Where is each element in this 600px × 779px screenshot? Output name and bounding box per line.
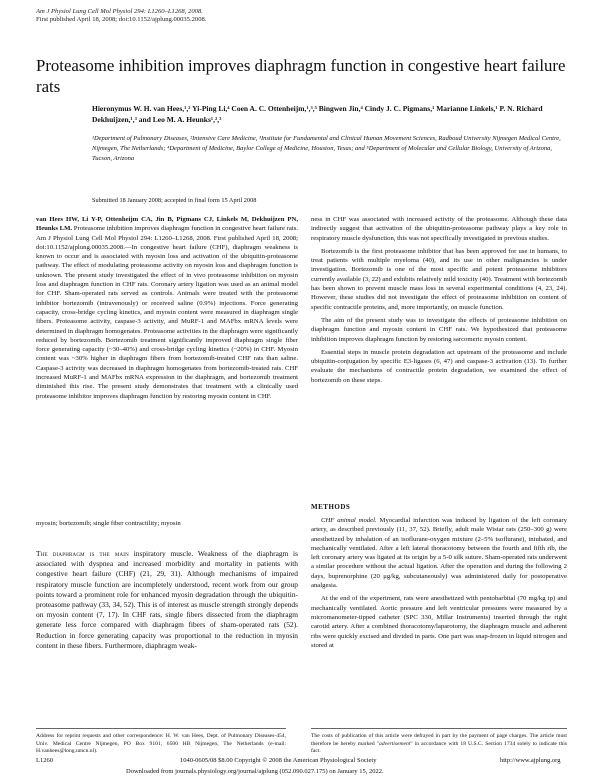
methods-section	[311, 516, 567, 716]
intro-paragraph: ness in CHF was associated with increased activity of the proteasome. Although these data indirectly suggest that activation of the ubiquitin-proteasome pathway plays a key role in respiratory muscle dysfunction, this was not specifically investigated in previous studies.	[311, 216, 567, 242]
journal-citation-line: Am J Physiol Lung Cell Mol Physiol 294: L1260–L1268, 2008.	[36, 8, 203, 15]
journal-url[interactable]: http://www.ajplung.org	[500, 757, 561, 764]
download-notice: Downloaded from journals.physiology.org/journal/ajplung (052.090.027.175) on January 15, 2022.	[126, 768, 384, 775]
page-charges-text: The costs of publication of this article were defrayed in part by the payment of page charges. The article must therefore be hereby marked "	[311, 733, 567, 747]
intro-paragraph: Essential steps in muscle protein degradation act upstream of the proteasome and include ubiquitin-conjugation by specific E3-ligases (6, 47) and caspase-3 activation (13). To further evaluate the mechanisms of contractile protein degradation, we examined the effect of bortezomib on these steps.	[311, 348, 567, 384]
page-charges-footnote	[311, 733, 567, 756]
intro-paragraph: The aim of the present study was to investigate the effects of proteasome inhibition on diaphragm function and myosin content in CHF rats. We hypothesized that proteasome inhibition improves diaphragm function by restoring sarcomeric myosin content.	[311, 316, 567, 343]
methods-paragraph: At the end of the experiment, rats were anesthetized with pentobarbital (70 mg/kg ip) and mechanically ventilated. Aortic pressure and left ventricular pressures were measured by a micromanometer-tipped catheter (SPC 330, Millar Instruments) inserted through the right carotid artery. After a combined thoracotomy/laparotomy, the diaphragm muscle and adherent ribs were quickly excised and divided in parts. One part was snap-frozen in liquid nitrogen and stored at	[311, 595, 567, 649]
introduction	[36, 549, 298, 719]
journal-header	[36, 8, 206, 25]
affiliations: ¹Department of Pulmonary Diseases, ²Intensive Care Medicine, ³Institute for Fundamental and Clinical Human Movement Sciences, Radboud University Nijmegen Medical Centre, Nijmegen, The Netherlands; ⁴Department of Medicine, Baylor College of Medicine, Houston, Texas; and ⁵Department of Molecular and Cellular Biology, University of Arizona, Tucson, Arizona	[92, 135, 561, 162]
correspondence-footnote: Address for reprint requests and other correspondence: H. W. van Hees, Dept. of Pulmonary Diseases-454, Univ. Medical Centre Nijmegen, PO Box 9101, 6500 HB Nijmegen, The Netherlands (e-mail: H.vanhees@long.umcn.nl).	[36, 733, 286, 755]
intro-paragraph: Bortezomib is the first proteasome inhibitor that has been approved for use in humans, to treat patients with multiple myeloma (40), and its use in other malignancies is under investigation. Bortezomib is one of the most specific and potent proteasome inhibitors currently available (3, 22) and exhibits relatively mild toxicity (40). Treatment with bortezomib has been shown to prevent muscle mass loss in several experimental conditions (4, 23, 24). However, these studies did not investigate the effect of proteasome inhibition on content of specific contractile proteins, and, more importantly, on muscle function.	[311, 247, 567, 311]
right-column-intro	[311, 215, 567, 384]
first-published-line: First published April 18, 2008; doi:10.1152/ajplung.00035.2008.	[36, 16, 207, 24]
abstract-citation: van Hees HW, Li Y-P, Ottenheijm CA, Jin B, Pigmans CJ, Linkels M, Dekhuijzen PN, Heunks LM.	[36, 216, 298, 233]
received-date: Submitted 18 January 2008; accepted in final form 15 April 2008	[92, 197, 257, 204]
article-title: Proteasome inhibition improves diaphragm function in congestive heart failure rats	[36, 56, 566, 96]
methods-heading: METHODS	[311, 503, 351, 511]
copyright-line: 1040-0605/08 $8.00 Copyright © 2008 the American Physiological Society	[180, 757, 377, 764]
methods-subheading: CHF animal model.	[321, 517, 377, 524]
keywords: myosin; bortezomib; single fiber contractility; myosin	[36, 520, 181, 527]
page-charges-text-end: " in accordance with 18 U.S.C. Section 1734 solely to indicate this fact.	[311, 740, 567, 755]
footnote-divider-right	[311, 728, 567, 729]
advertisement-word: advertisement	[379, 740, 411, 747]
author-list: Hieronymus W. H. van Hees,¹,² Yi-Ping Li,⁴ Coen A. C. Ottenheijm,¹,³,⁵ Bingwen Jin,⁴ Cindy J. C. Pigmans,¹ Marianne Linkels,¹ P. N. Richard Dekhuijzen,¹,³ and Leo M. A. Heunks¹,²,³	[92, 104, 543, 124]
intro-body: inspiratory muscle. Weakness of the diaphragm is associated with dyspnea and increased morbidity and mortality in patients with congestive heart failure (CHF) (21, 29, 31). Although mechanisms of impaired respiratory muscle function are incompletely understood, recent work from our group points toward a prominent role for enhanced myosin degradation through the ubiquitin-proteasome pathway (33, 34, 52). This is of interest as muscle strength strongly depends on myosin content (7, 17). In CHF rats, single fibers dissected from the diaphragm generate less force compared with diaphragm fibers of sham-operated rats (52). Reduction in force generating capacity was proportional to the reduction in myosin content in these fibers. Furthermore, diaphragm weak-	[36, 549, 298, 650]
footnote-divider-left	[36, 728, 286, 729]
methods-text: Myocardial infarction was induced by ligation of the left coronary artery, as described previously (11, 37, 52). Briefly, adult male Wistar rats (250–300 g) were anesthetized by inhalation of an isoflurane-oxygen mixture (2–5% isoflurane), intubated, and mechanically ventilated. After a left lateral thoracotomy between the fourth and fifth rib, the left coronary artery was ligated at its origin by a 5-0 silk suture. Sham-operated rats underwent a similar procedure without the actual ligation. After the operation and during the following 2 days, buprenorphine (20 μg/kg, subcutaneously) was administered daily for postoperative analgesia.	[311, 517, 567, 590]
abstract-body: Proteasome inhibition improves diaphragm function in congestive heart failure rats. Am J Physiol Lung Cell Mol Physiol 294: L1260–L1268, 2008. First published April 18, 2008; doi:10.1152/ajplung.00035.2008.—In congestive heart failure (CHF), diaphragm weakness is known to occur and is associated with myosin loss and activation of the ubiquitin-proteasome pathway. The effect of modulating proteasome activity on myosin loss and diaphragm function is unknown. The present study investigated the effect of in vivo proteasome inhibition on myosin loss and diaphragm function in CHF rats. Coronary artery ligation was used as an animal model for CHF. Sham-operated rats served as controls. Animals were treated with the proteasome inhibitor bortezomib (intravenously) or received saline (0.9%) injections. Force generating capacity, cross-bridge cycling kinetics, and myosin content were measured in diaphragm single fibers. Proteasome activity, caspase-3 activity, and MuRF-1 and MAFbx mRNA levels were determined in diaphragm homogenates. Proteasome activities in the diaphragm were significantly reduced by bortezomib. Bortezomib treatment significantly improved diaphragm single fiber force generating capacity (~30–40%) and cross-bridge cycling kinetics (~20%) in CHF. Myosin content was ~30% higher in diaphragm fibers from bortezomib-treated CHF rats than saline. Caspase-3 activity was decreased in diaphragm homogenates from bortezomib-treated rats. CHF increased MuRF-1 and MAFbx mRNA expression in the diaphragm, and bortezomib treatment diminished this rise. The present study demonstrates that treatment with a clinically used proteasome inhibitor improves diaphragm function by restoring myosin content in CHF.	[36, 225, 298, 400]
abstract	[36, 215, 298, 517]
methods-paragraph	[311, 516, 567, 590]
page-number: L1260	[36, 757, 53, 764]
intro-lead-in: The diaphragm is the main	[36, 549, 129, 558]
